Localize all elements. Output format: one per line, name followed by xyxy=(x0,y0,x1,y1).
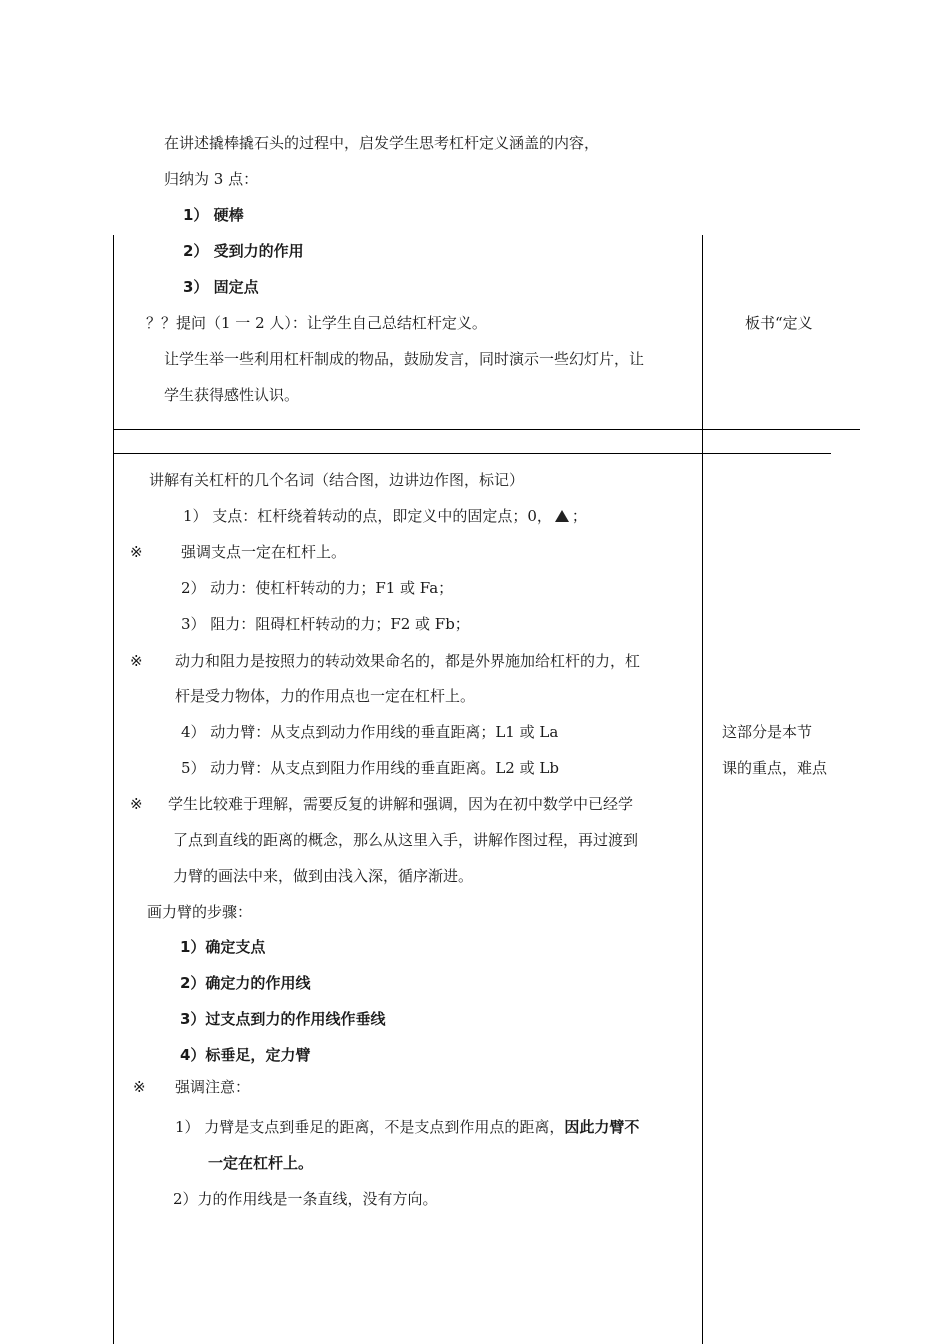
note-2-line-1: 动力和阻力是按照力的转动效果命名的，都是外界施加给杠杆的力，杠 xyxy=(175,652,641,670)
question-line: ？？提问（1 一 2 人）：让学生自己总结杠杆定义。 xyxy=(146,314,487,332)
note-mark-4: ※ xyxy=(133,1078,146,1096)
table-left-border xyxy=(113,235,114,1344)
note-2-line-2: 杆是受力物体，力的作用点也一定在杠杆上。 xyxy=(175,687,476,705)
term-fulcrum xyxy=(183,506,587,526)
term-resistance: 3） 阻力：阻碍杠杆转动的力；F2 或 Fb； xyxy=(181,615,470,633)
terms-heading: 讲解有关杠杆的几个名词（结合图，边讲边作图，标记） xyxy=(149,471,525,489)
examples-line-1: 让学生举一些利用杠杆制成的物品，鼓励发言，同时演示一些幻灯片，让 xyxy=(164,350,645,368)
term-fulcrum-end: ； xyxy=(571,507,587,525)
term-fulcrum-text: 1） 支点：杠杆绕着转动的点，即定义中的固定点；0， xyxy=(183,507,552,525)
side-note-board: 板书“定义 xyxy=(745,314,813,332)
note-mark-2: ※ xyxy=(130,652,143,670)
attention-heading: 强调注意： xyxy=(175,1078,251,1096)
attention-item-1-line-2: 一定在杠杆上。 xyxy=(208,1154,314,1172)
note-mark-3: ※ xyxy=(130,795,143,813)
term-effort: 2） 动力：使杠杆转动的力；F1 或 Fa； xyxy=(181,579,454,597)
step-2: 2）确定力的作用线 xyxy=(180,974,311,992)
side-note-focus-1: 这部分是本节 xyxy=(722,723,813,741)
step-4: 4）标垂足，定力臂 xyxy=(180,1046,311,1064)
attention-item-2: 2）力的作用线是一条直线，没有方向。 xyxy=(173,1190,438,1208)
attention-item-1 xyxy=(175,1117,639,1137)
note-1: 强调支点一定在杠杆上。 xyxy=(181,543,347,561)
steps-heading: 画力臂的步骤： xyxy=(147,903,253,921)
table-row-divider-top xyxy=(113,429,860,430)
step-1: 1）确定支点 xyxy=(180,938,266,956)
note-mark-1: ※ xyxy=(130,543,143,561)
term-resistance-arm: 5） 动力臂：从支点到阻力作用线的垂直距离。L2 或 Lb xyxy=(181,759,559,777)
examples-line-2: 学生获得感性认识。 xyxy=(164,386,300,404)
side-note-focus-2: 课的重点，难点 xyxy=(722,759,828,777)
table-row-divider-bottom xyxy=(113,453,831,454)
definition-point-1: 1） 硬棒 xyxy=(183,206,244,224)
step-3: 3）过支点到力的作用线作垂线 xyxy=(180,1010,386,1028)
attention-item-1-text: 1） 力臂是支点到垂足的距离，不是支点到作用点的距离， xyxy=(175,1118,565,1136)
table-column-divider xyxy=(702,235,703,1344)
note-3-line-2: 了点到直线的距离的概念，那么从这里入手，讲解作图过程，再过渡到 xyxy=(173,831,639,849)
fulcrum-triangle-icon xyxy=(555,510,569,522)
definition-point-2: 2） 受到力的作用 xyxy=(183,242,304,260)
attention-item-1-bold: 因此力臂不 xyxy=(564,1118,640,1136)
intro-line-1: 在讲述撬棒撬石头的过程中，启发学生思考杠杆定义涵盖的内容， xyxy=(164,134,600,152)
intro-line-2: 归纳为 3 点： xyxy=(164,170,259,188)
note-3-line-1: 学生比较难于理解，需要反复的讲解和强调，因为在初中数学中已经学 xyxy=(168,795,634,813)
definition-point-3: 3） 固定点 xyxy=(183,278,259,296)
note-3-line-3: 力臂的画法中来，做到由浅入深，循序渐进。 xyxy=(173,867,474,885)
term-effort-arm: 4） 动力臂：从支点到动力作用线的垂直距离；L1 或 La xyxy=(181,723,559,741)
